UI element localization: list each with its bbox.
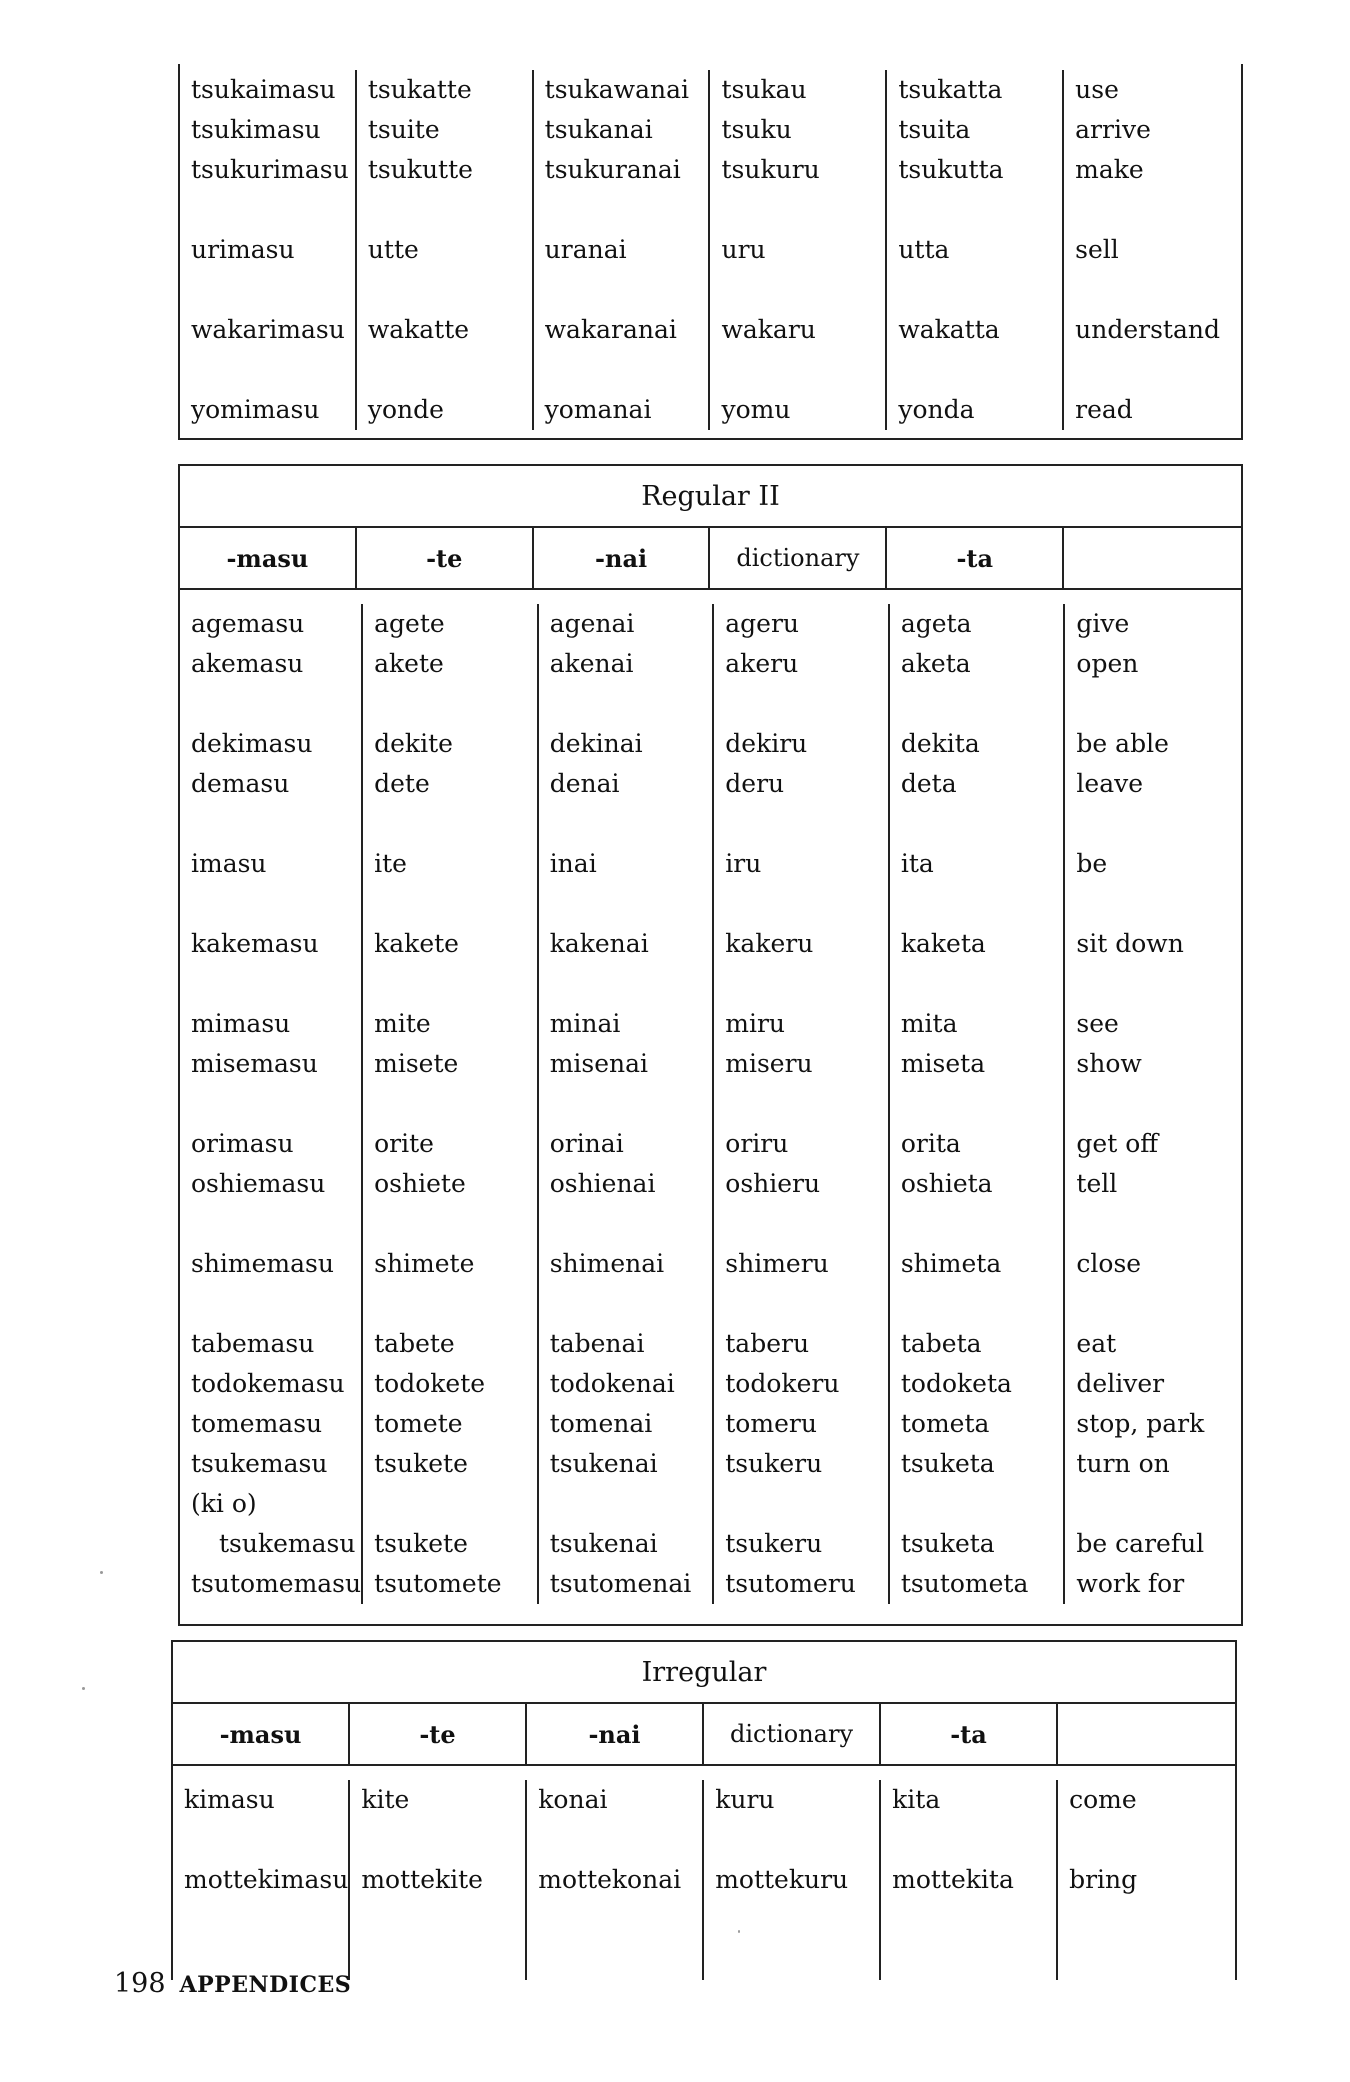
row-spacer [191, 684, 361, 724]
table-cell: mite [374, 1009, 431, 1038]
row-spacer [901, 684, 1064, 724]
table-cell: shimeta [900, 1249, 1002, 1278]
table-column [1065, 604, 1241, 1604]
table-column [350, 1780, 527, 1980]
table-cell: tomete [374, 1409, 463, 1438]
row-spacer [191, 350, 355, 390]
table-cell: ite [374, 849, 407, 878]
row-spacer [191, 190, 355, 230]
table-cell: akete [374, 649, 444, 678]
table-cell: shimeru [725, 1249, 829, 1278]
table-cell: kimasu [184, 1785, 275, 1814]
table-cell: tell [1076, 1169, 1118, 1198]
table-cell: tsukuru [721, 155, 820, 184]
row-spacer [721, 190, 885, 230]
table-cell: agenai [549, 609, 635, 638]
table-cell: oshieta [900, 1169, 993, 1198]
row-spacer [1069, 1820, 1235, 1860]
table-cell: ageru [725, 609, 800, 638]
table-cell: todokenai [549, 1369, 675, 1398]
table-cell: miru [725, 1009, 786, 1038]
table-cell: stop, park [1076, 1409, 1205, 1438]
row-spacer [1076, 1284, 1241, 1324]
table-cell: oshiete [374, 1169, 466, 1198]
table-cell: work for [1076, 1569, 1185, 1598]
table-column [180, 604, 363, 1604]
scan-speck [82, 1687, 85, 1690]
table-cell: orita [900, 1129, 961, 1158]
table-cell: oshienai [549, 1169, 656, 1198]
table-cell: tsutomemasu [191, 1569, 362, 1598]
row-spacer [191, 1284, 361, 1324]
table-cell: ita [900, 849, 934, 878]
row-spacer [1076, 884, 1241, 924]
row-spacer [550, 1204, 713, 1244]
table-cell: tsukemasu [219, 1529, 356, 1558]
table-cell: denai [549, 769, 620, 798]
table-cell: arrive [1075, 115, 1151, 144]
row-spacer [721, 350, 885, 390]
table-cell: todokemasu [191, 1369, 345, 1398]
table-column [881, 1780, 1058, 1980]
table-cell: iru [725, 849, 762, 878]
table-cell: kakete [374, 929, 459, 958]
table-cell: oshiemasu [191, 1169, 326, 1198]
table-cell: be careful [1076, 1529, 1205, 1558]
table-cell: tsutometa [900, 1569, 1029, 1598]
table-column [1064, 70, 1241, 430]
table-cell: mimasu [191, 1009, 291, 1038]
table-cell: shimemasu [191, 1249, 334, 1278]
table-body [180, 590, 1241, 1624]
table-cell: dekinai [549, 729, 643, 758]
table-cell: todokeru [725, 1369, 840, 1398]
table-cell: akemasu [191, 649, 304, 678]
row-spacer [1075, 190, 1241, 230]
table-column [704, 1780, 881, 1980]
table-cell: sell [1075, 235, 1119, 264]
column-header: -nai [534, 528, 711, 588]
row-spacer [191, 804, 361, 844]
column-header: -ta [887, 528, 1064, 588]
table-cell: tabeta [900, 1329, 982, 1358]
row-spacer [184, 1820, 348, 1860]
column-header: dictionary [710, 528, 887, 588]
table-cell: oriru [725, 1129, 789, 1158]
table-cell: yonde [367, 395, 444, 424]
row-spacer [550, 1084, 713, 1124]
table-cell: tsukaimasu [191, 75, 336, 104]
table-cell: todoketa [900, 1369, 1012, 1398]
table-cell: inai [549, 849, 597, 878]
table-cell: tomemasu [191, 1409, 323, 1438]
table-cell: tsukurimasu [191, 155, 349, 184]
table-cell: turn on [1076, 1449, 1170, 1478]
table-cell: misenai [549, 1049, 649, 1078]
page-number: 198 [114, 1968, 166, 1999]
table-cell: use [1075, 75, 1119, 104]
table-cell: dekimasu [191, 729, 313, 758]
table-cell: tsukatte [367, 75, 472, 104]
table-cell: tabete [374, 1329, 455, 1358]
table-cell: tsukanai [544, 115, 653, 144]
verb-table-continued [178, 64, 1243, 440]
table-column [363, 604, 539, 1604]
table-column [1058, 1780, 1235, 1980]
table-column [539, 604, 715, 1604]
table-cell: orimasu [191, 1129, 294, 1158]
row-spacer [901, 804, 1064, 844]
table-column [710, 70, 887, 430]
column-header: -masu [180, 528, 357, 588]
table-cell: tabemasu [191, 1329, 315, 1358]
row-spacer [725, 1204, 888, 1244]
table-cell: orite [374, 1129, 434, 1158]
row-spacer [191, 270, 355, 310]
page-footer [114, 1968, 351, 1999]
row-spacer [374, 884, 537, 924]
table-cell: tsutomete [374, 1569, 502, 1598]
table-cell: tabenai [549, 1329, 645, 1358]
table-cell [374, 1484, 537, 1524]
table-cell: tsukutte [367, 155, 473, 184]
row-spacer [191, 884, 361, 924]
row-spacer [545, 350, 709, 390]
table-cell: kaketa [900, 929, 986, 958]
table-cell: tsuketa [900, 1449, 995, 1478]
row-spacer [374, 1204, 537, 1244]
table-cell: come [1069, 1785, 1137, 1814]
table-cell: urimasu [191, 235, 295, 264]
table-cell: give [1076, 609, 1130, 638]
row-spacer [1075, 350, 1241, 390]
table-header-row [173, 1704, 1235, 1766]
table-cell: read [1075, 395, 1133, 424]
table-cell: tsukawanai [544, 75, 689, 104]
row-spacer [901, 1204, 1064, 1244]
table-cell: deru [725, 769, 785, 798]
table-cell: kite [361, 1785, 410, 1814]
table-cell: kuru [715, 1785, 775, 1814]
table-cell: kakemasu [191, 929, 319, 958]
irregular-table [171, 1640, 1237, 1980]
row-spacer [901, 1084, 1064, 1124]
row-spacer [374, 1284, 537, 1324]
row-spacer [550, 1284, 713, 1324]
column-header: -te [357, 528, 534, 588]
row-spacer [892, 1820, 1056, 1860]
table-cell: akeru [725, 649, 799, 678]
table-cell: tomeru [725, 1409, 817, 1438]
table-cell: tsukenai [549, 1449, 658, 1478]
table-cell: ageta [900, 609, 972, 638]
table-cell: deta [900, 769, 957, 798]
row-spacer [550, 884, 713, 924]
table-cell: sit down [1076, 929, 1184, 958]
table-cell: uru [721, 235, 766, 264]
row-spacer [368, 190, 532, 230]
column-header [1064, 528, 1241, 588]
table-cell: deliver [1076, 1369, 1165, 1398]
table-cell: tsukuranai [544, 155, 681, 184]
row-spacer [725, 964, 888, 1004]
row-spacer [901, 964, 1064, 1004]
table-cell: yomu [721, 395, 791, 424]
table-cell: tsutomenai [549, 1569, 692, 1598]
table-cell: tsukatta [898, 75, 1003, 104]
table-cell: open [1076, 649, 1139, 678]
table-cell: mottekita [892, 1865, 1014, 1894]
table-cell [1076, 1484, 1241, 1524]
table-cell: akenai [549, 649, 634, 678]
table-cell: tsukeru [725, 1449, 823, 1478]
table-cell: tsukeru [725, 1529, 823, 1558]
table-cell: utte [367, 235, 419, 264]
table-cell: mottekuru [715, 1865, 849, 1894]
table-cell: miseta [900, 1049, 986, 1078]
table-title: Regular II [180, 464, 1241, 528]
table-cell: tsuite [367, 115, 440, 144]
row-spacer [368, 350, 532, 390]
table-cell: shimete [374, 1249, 475, 1278]
table-cell: kakenai [549, 929, 649, 958]
row-spacer [538, 1820, 702, 1860]
table-cell: kita [892, 1785, 941, 1814]
row-spacer [725, 684, 888, 724]
row-spacer [191, 1204, 361, 1244]
table-cell: yomimasu [191, 395, 320, 424]
table-cell: get off [1076, 1129, 1159, 1158]
table-cell: aketa [900, 649, 971, 678]
table-cell: imasu [191, 849, 267, 878]
table-cell: oshieru [725, 1169, 821, 1198]
row-spacer [550, 804, 713, 844]
row-spacer [1076, 1084, 1241, 1124]
table-header-row [180, 528, 1241, 590]
table-cell: tsukau [721, 75, 807, 104]
table-cell: eat [1076, 1329, 1117, 1358]
table-cell: wakaranai [544, 315, 677, 344]
table-cell: agete [374, 609, 445, 638]
table-column [890, 604, 1066, 1604]
table-cell: mottekonai [538, 1865, 682, 1894]
table-cell: tometa [900, 1409, 990, 1438]
table-body [180, 64, 1241, 438]
table-cell: utta [898, 235, 950, 264]
row-spacer [725, 1284, 888, 1324]
table-cell: dekiru [725, 729, 808, 758]
table-column [357, 70, 534, 430]
table-cell: leave [1076, 769, 1144, 798]
table-cell: make [1075, 155, 1144, 184]
table-title: Irregular [173, 1640, 1235, 1704]
table-column [534, 70, 711, 430]
table-cell: todokete [374, 1369, 486, 1398]
row-spacer [545, 190, 709, 230]
column-header: -nai [527, 1704, 704, 1764]
row-spacer [898, 350, 1062, 390]
table-cell: mottekite [361, 1865, 483, 1894]
row-spacer [725, 1084, 888, 1124]
row-spacer [725, 884, 888, 924]
section-label: APPENDICES [179, 1972, 352, 1998]
table-cell: be [1076, 849, 1108, 878]
row-spacer [1075, 270, 1241, 310]
table-cell: tsukutta [898, 155, 1004, 184]
table-cell: uranai [544, 235, 627, 264]
column-header: -te [350, 1704, 527, 1764]
table-column [527, 1780, 704, 1980]
row-spacer [1076, 964, 1241, 1004]
table-cell: bring [1069, 1865, 1138, 1894]
table-cell: agemasu [191, 609, 305, 638]
table-cell: wakatte [367, 315, 470, 344]
row-spacer [191, 1084, 361, 1124]
table-cell: miseru [725, 1049, 813, 1078]
table-cell: demasu [191, 769, 290, 798]
table-cell: mottekimasu [184, 1865, 349, 1894]
table-cell: (ki o) [191, 1489, 257, 1518]
table-cell: yomanai [544, 395, 652, 424]
table-body [173, 1766, 1235, 1980]
table-cell: mita [900, 1009, 958, 1038]
table-cell: konai [538, 1785, 608, 1814]
row-spacer [715, 1820, 879, 1860]
row-spacer [368, 270, 532, 310]
table-cell: misete [374, 1049, 459, 1078]
row-spacer [374, 684, 537, 724]
table-cell: tsukemasu [191, 1449, 328, 1478]
row-spacer [550, 964, 713, 1004]
table-cell: tsukimasu [191, 115, 321, 144]
table-cell: dekita [900, 729, 980, 758]
table-cell: wakarimasu [191, 315, 345, 344]
table-cell: tsuita [898, 115, 971, 144]
table-cell: tsukete [374, 1449, 468, 1478]
row-spacer [901, 1284, 1064, 1324]
row-spacer [191, 964, 361, 1004]
table-cell: tsukenai [549, 1529, 658, 1558]
table-cell: close [1076, 1249, 1142, 1278]
column-header [1058, 1704, 1235, 1764]
row-spacer [901, 884, 1064, 924]
table-cell: show [1076, 1049, 1142, 1078]
table-cell: tsuku [721, 115, 792, 144]
table-column [180, 70, 357, 430]
row-spacer [550, 684, 713, 724]
table-cell: understand [1075, 315, 1220, 344]
scan-speck [738, 1930, 740, 1933]
column-header: dictionary [704, 1704, 881, 1764]
row-spacer [1076, 684, 1241, 724]
table-cell: orinai [549, 1129, 624, 1158]
table-cell [725, 1484, 888, 1524]
table-cell: tsutomeru [725, 1569, 856, 1598]
row-spacer [898, 270, 1062, 310]
table-cell: see [1076, 1009, 1119, 1038]
table-cell: tsuketa [900, 1529, 995, 1558]
row-spacer [374, 1084, 537, 1124]
table-column [887, 70, 1064, 430]
regular-ii-table [178, 464, 1243, 1626]
scan-speck [100, 1571, 103, 1574]
table-cell: dete [374, 769, 430, 798]
table-cell: shimenai [549, 1249, 665, 1278]
column-header: -ta [881, 1704, 1058, 1764]
table-cell: wakaru [721, 315, 816, 344]
row-spacer [361, 1820, 525, 1860]
column-header: -masu [173, 1704, 350, 1764]
row-spacer [374, 804, 537, 844]
table-cell: yonda [898, 395, 975, 424]
row-spacer [374, 964, 537, 1004]
row-spacer [725, 804, 888, 844]
table-cell: misemasu [191, 1049, 318, 1078]
table-cell: wakatta [898, 315, 1000, 344]
table-column [714, 604, 890, 1604]
row-spacer [545, 270, 709, 310]
row-spacer [898, 190, 1062, 230]
table-cell: minai [549, 1009, 621, 1038]
table-cell: dekite [374, 729, 453, 758]
table-column [173, 1780, 350, 1980]
row-spacer [1076, 1204, 1241, 1244]
table-cell: tsukete [374, 1529, 468, 1558]
table-cell: be able [1076, 729, 1169, 758]
table-cell: tomenai [549, 1409, 653, 1438]
table-cell [901, 1484, 1064, 1524]
row-spacer [721, 270, 885, 310]
table-cell: taberu [725, 1329, 810, 1358]
table-cell: kakeru [725, 929, 814, 958]
table-cell [550, 1484, 713, 1524]
row-spacer [1076, 804, 1241, 844]
